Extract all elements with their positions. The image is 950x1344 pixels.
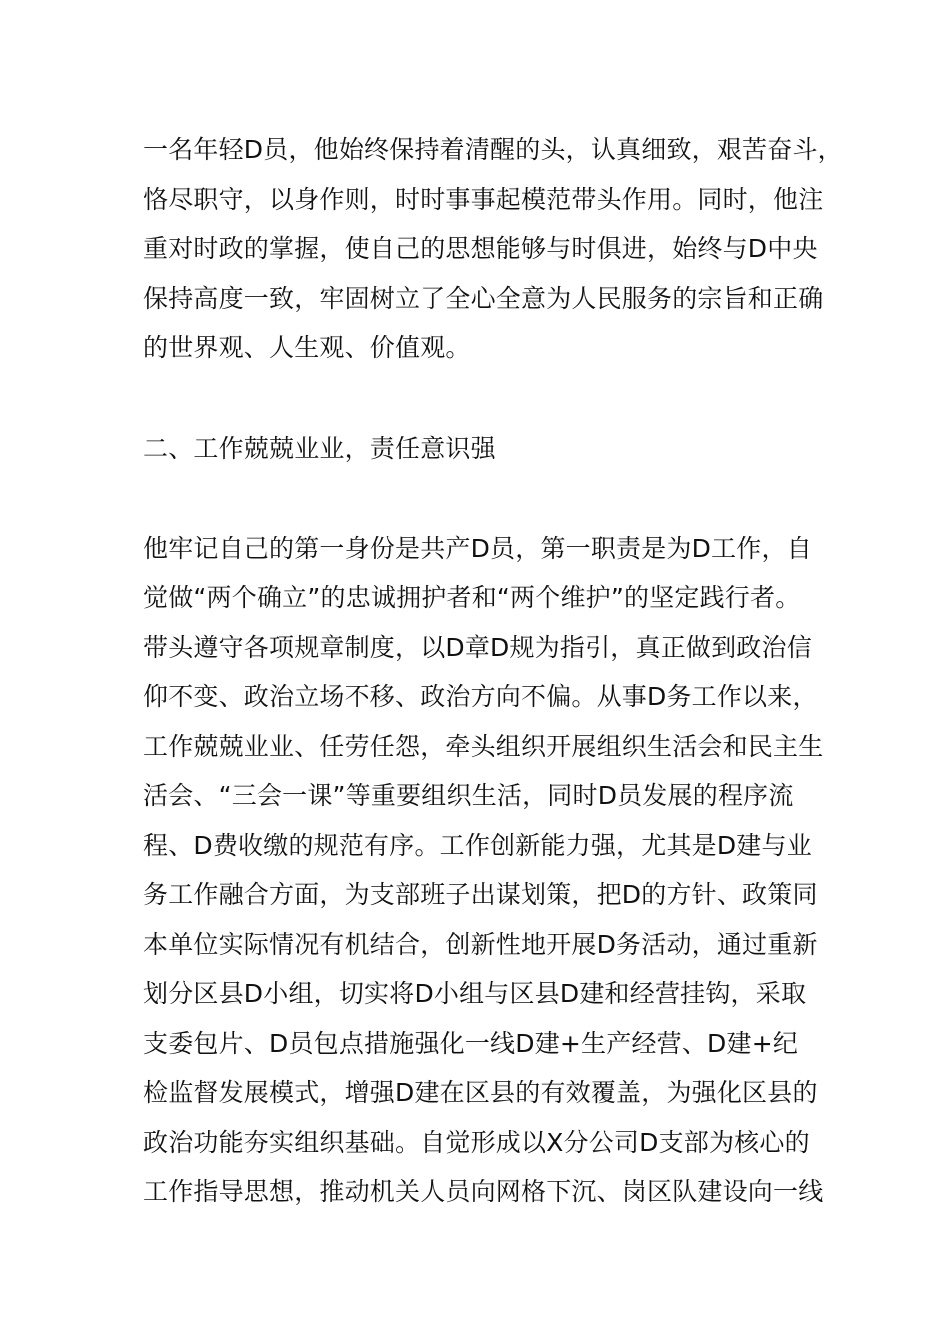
paragraph-1-line-5: 的世界观、人生观、价值观。 [143,333,471,362]
paragraph-2-line-2: 觉做“两个确立”的忠诚拥护者和“两个维护”的坚定践行者。 [143,583,801,612]
paragraph-1-line-3: 重对时政的掌握，使自己的思想能够与时俱进，始终与D中央 [143,234,818,263]
paragraph-2-line-6: 活会、“三会一课”等重要组织生活，同时D员发展的程序流 [143,781,794,810]
paragraph-1-line-4: 保持高度一致，牢固树立了全心全意为人民服务的宗旨和正确 [143,284,824,313]
paragraph-2-line-4: 仰不变、政治立场不移、政治方向不偏。从事D务工作以来， [143,682,818,711]
paragraph-2-line-9: 本单位实际情况有机结合，创新性地开展D务活动，通过重新 [143,930,818,959]
paragraph-2-line-1: 他牢记自己的第一身份是共产D员，第一职责是为D工作，自 [143,534,812,563]
paragraph-1-line-2: 恪尽职守，以身作则，时时事事起模范带头作用。同时，他注 [143,185,824,214]
paragraph-2-line-12: 检监督发展模式，增强D建在区县的有效覆盖，为强化区县的 [143,1078,818,1107]
paragraph-2-line-5: 工作兢兢业业、任劳任怨，牵头组织开展组织生活会和民主生 [143,732,824,761]
section-heading: 二、工作兢兢业业，责任意识强 [143,434,496,463]
paragraph-1-line-1: 一名年轻D员，他始终保持着清醒的头，认真细致，艰苦奋斗， [143,135,843,164]
paragraph-2-line-10: 划分区县D小组，切实将D小组与区县D建和经营挂钩，采取 [143,979,807,1008]
paragraph-2-line-14: 工作指导思想，推动机关人员向网格下沉、岗区队建设向一线 [143,1177,824,1206]
paragraph-2-line-11: 支委包片、D员包点措施强化一线D建+生产经营、D建+纪 [143,1029,799,1058]
paragraph-2-line-7: 程、D费收缴的规范有序。工作创新能力强，尤其是D建与业 [143,831,812,860]
paragraph-2-line-8: 务工作融合方面，为支部班子出谋划策，把D的方针、政策同 [143,880,818,909]
paragraph-2-line-3: 带头遵守各项规章制度，以D章D规为指引，真正做到政治信 [143,633,812,662]
paragraph-2-line-13: 政治功能夯实组织基础。自觉形成以X分公司D支部为核心的 [143,1128,810,1157]
